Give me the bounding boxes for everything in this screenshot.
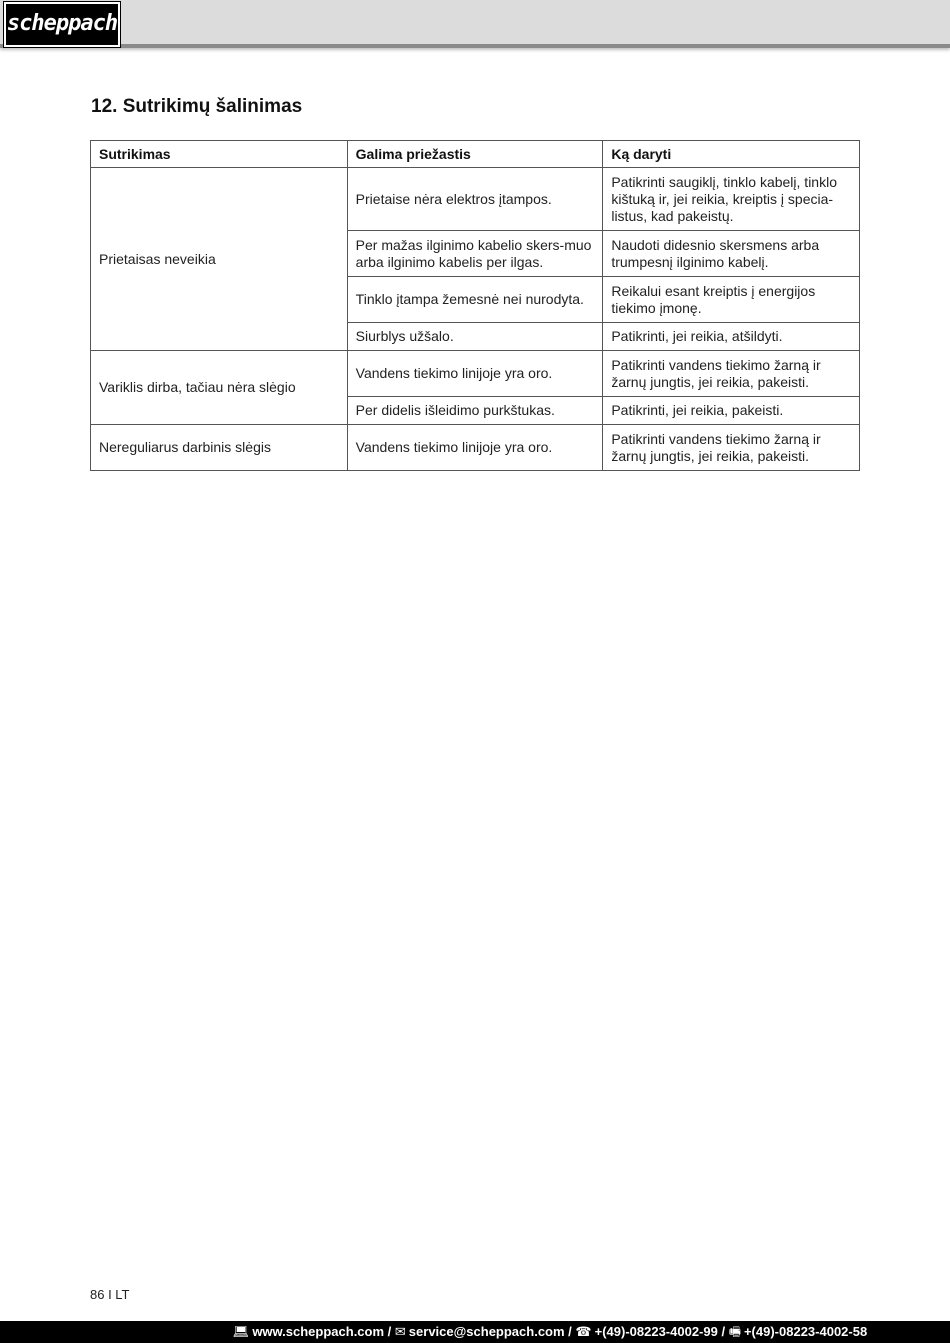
- phone-icon: ☎: [575, 1324, 592, 1339]
- action-cell: Patikrinti, jei reikia, atšildyti.: [603, 323, 860, 351]
- table-row: [91, 351, 860, 397]
- table-row: [91, 168, 860, 231]
- problem-cell: Variklis dirba, tačiau nėra slėgio: [91, 351, 348, 425]
- action-cell: Patikrinti vandens tiekimo žarną ir žarnų jungtis, jei reikia, pakeisti.: [603, 425, 860, 471]
- column-header-cause: Galima priežastis: [347, 141, 603, 168]
- column-header-problem: Sutrikimas: [91, 141, 348, 168]
- mail-icon: ✉: [394, 1324, 406, 1339]
- footer-email: service@scheppach.com /: [408, 1324, 572, 1339]
- section-title: 12. Sutrikimų šalinimas: [91, 96, 303, 117]
- header-bar: [0, 0, 950, 48]
- footer-fax: +(49)-08223-4002-58: [743, 1324, 868, 1339]
- scheppach-logo: scheppach: [4, 2, 120, 47]
- cause-cell: Siurblys užšalo.: [347, 323, 603, 351]
- footer-phone: +(49)-08223-4002-99 /: [594, 1324, 726, 1339]
- problem-cell: Prietaisas neveikia: [91, 168, 348, 351]
- cause-cell: Vandens tiekimo linijoje yra oro.: [347, 425, 603, 471]
- action-cell: Patikrinti saugiklį, tinklo kabelį, tinklo kištuką ir, jei reikia, kreiptis į specia-listus, kad pakeistų.: [603, 168, 860, 231]
- troubleshooting-table: [90, 140, 860, 471]
- action-cell: Patikrinti, jei reikia, pakeisti.: [603, 397, 860, 425]
- cause-cell: Vandens tiekimo linijoje yra oro.: [347, 351, 603, 397]
- action-cell: Naudoti didesnio skersmens arba trumpesnį ilginimo kabelį.: [603, 231, 860, 277]
- computer-icon: 💻︎: [232, 1324, 250, 1339]
- cause-cell: Per didelis išleidimo purkštukas.: [347, 397, 603, 425]
- action-cell: Reikalui esant kreiptis į energijos tiekimo įmonę.: [603, 277, 860, 323]
- action-cell: Patikrinti vandens tiekimo žarną ir žarnų jungtis, jei reikia, pakeisti.: [603, 351, 860, 397]
- problem-cell: Nereguliarus darbinis slėgis: [91, 425, 348, 471]
- table-row: [91, 425, 860, 471]
- page-number: 86 I LT: [90, 1287, 130, 1302]
- footer-bar: [0, 1321, 950, 1343]
- column-header-action: Ką daryti: [603, 141, 860, 168]
- cause-cell: Prietaise nėra elektros įtampos.: [347, 168, 603, 231]
- footer-website: www.scheppach.com /: [252, 1324, 392, 1339]
- fax-icon: 🖷︎: [728, 1324, 741, 1339]
- table-header-row: [91, 141, 860, 168]
- cause-cell: Tinklo įtampa žemesnė nei nurodyta.: [347, 277, 603, 323]
- cause-cell: Per mažas ilginimo kabelio skers-muo arba ilginimo kabelis per ilgas.: [347, 231, 603, 277]
